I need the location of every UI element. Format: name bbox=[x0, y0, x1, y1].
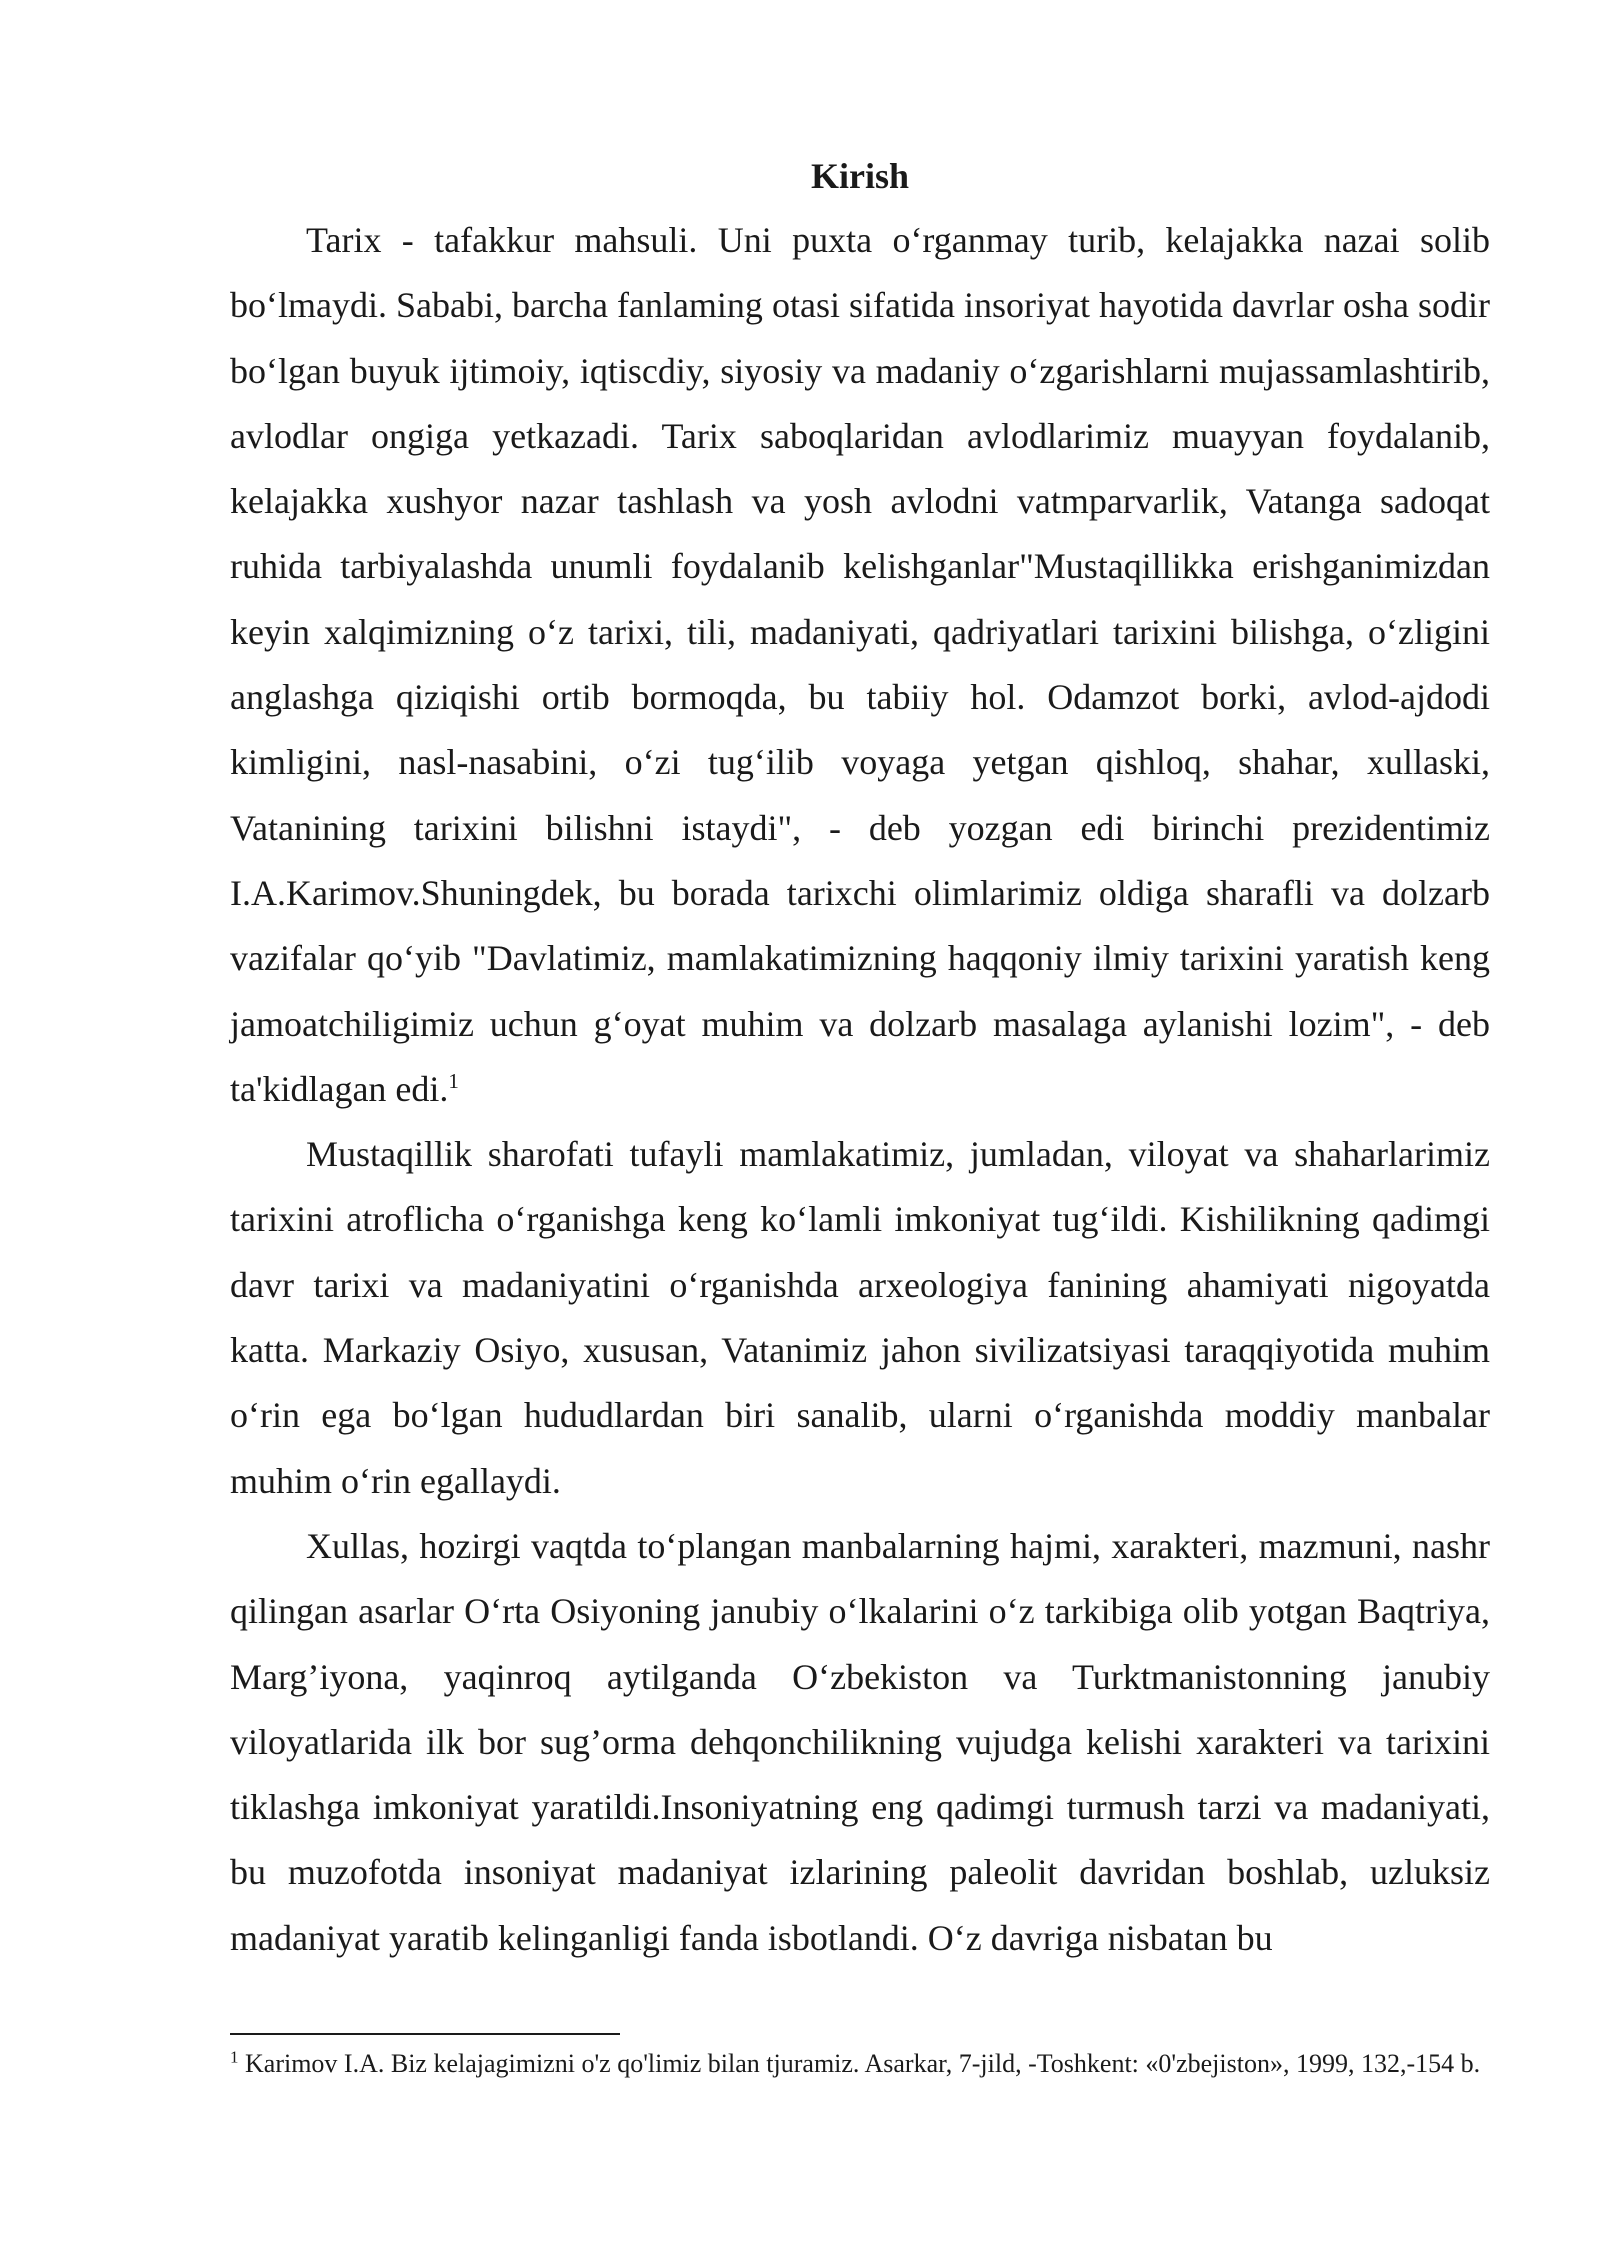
footnote-text: Karimov I.A. Biz kelajagimizni o'z qo'limiz bilan tjuramiz. Asarkar, 7-jild, -Toshkent: «0'zbejiston», 1999, 132,-154 b. bbox=[238, 2049, 1481, 2078]
footnote-mark: 1 bbox=[230, 2047, 239, 2067]
footnote-separator bbox=[230, 2033, 620, 2035]
paragraph-1-text: Tarix - tafakkur mahsuli. Uni puxta oʻrganmay turib, kelajakka nazai solib boʻlmaydi. Sababi, barcha fanlaming otasi sifatida insoriyat hayotida davrlar osha sodir boʻlgan buyuk ijtimoiy, iqtiscdiy, siyosiy va madaniy oʻzgarishlarni mujassamlashtirib, avlodlar ongiga yetkazadi. Tarix saboqlaridan avlodlarimiz muayyan foydalanib, kelajakka xushyor nazar tashlash va yosh avlodni vatmparvarlik, Vatanga sadoqat ruhida tarbiyalashda unumli foydalanib kelishganlar"Mustaqillikka erishganimizdan keyin xalqimizning oʻz tarixi, tili, madaniyati, qadriyatlari tarixini bilishga, oʻzligini anglashga qiziqishi ortib bormoqda, bu tabiiy hol. Odamzot borki, avlod-ajdodi kimligini, nasl-nasabini, oʻzi tugʻilib voyaga yetgan qishloq, shahar, xullaski, Vatanining tarixini bilishni istaydi", - deb yozgan edi birinchi prezidentimiz I.A.Karimov.Shuningdek, bu borada tarixchi olimlarimiz oldiga sharafli va dolzarb vazifalar qoʻyib "Davlatimiz, mamlakatimizning haqqoniy ilmiy tarixini yaratish keng jamoatchiligimiz uchun gʻoyat muhim va dolzarb masalaga aylanishi lozim", - deb ta'kidlagan edi. bbox=[230, 220, 1490, 1109]
footnote-reference[interactable]: 1 bbox=[448, 1068, 459, 1093]
paragraph-3: Xullas, hozirgi vaqtda toʻplangan manbalarning hajmi, xarakteri, mazmuni, nashr qilingan asarlar Oʻrta Osiyoning janubiy oʻlkalarini oʻz tarkibiga olib yotgan Baqtriya, Marg’iyona, yaqinroq aytilganda Oʻzbekiston va Turktmanistonning janubiy viloyatlarida ilk bor sug’orma dehqonchilikning vujudga kelishi xarakteri va tarixini tiklashga imkoniyat yaratildi.Insoniyatning eng qadimgi turmush tarzi va madaniyati, bu muzofotda insoniyat madaniyat izlarining paleolit davridan boshlab, uzluksiz madaniyat yaratib kelinganligi fanda isbotlandi. Oʻz davriga nisbatan bu bbox=[230, 1525, 1490, 1958]
page-title: Kirish bbox=[810, 156, 909, 196]
footnote bbox=[230, 2046, 1490, 2082]
document-page bbox=[230, 148, 1490, 1971]
paragraph-2: Mustaqillik sharofati tufayli mamlakatimiz, jumladan, viloyat va shaharlarimiz tarixini atroflicha oʻrganishga keng koʻlamli imkoniyat tugʻildi. Kishilikning qadimgi davr tarixi va madaniyatini oʻrganishda arxeologiya fanining ahamiyati nigoyatda katta. Markaziy Osiyo, xususan, Vatanimiz jahon sivilizatsiyasi taraqqiyotida muhim oʻrin ega boʻlgan hududlardan biri sanalib, ularni oʻrganishda moddiy manbalar muhim oʻrin egallaydi. bbox=[230, 1134, 1490, 1501]
paragraph-1 bbox=[230, 208, 1490, 1122]
